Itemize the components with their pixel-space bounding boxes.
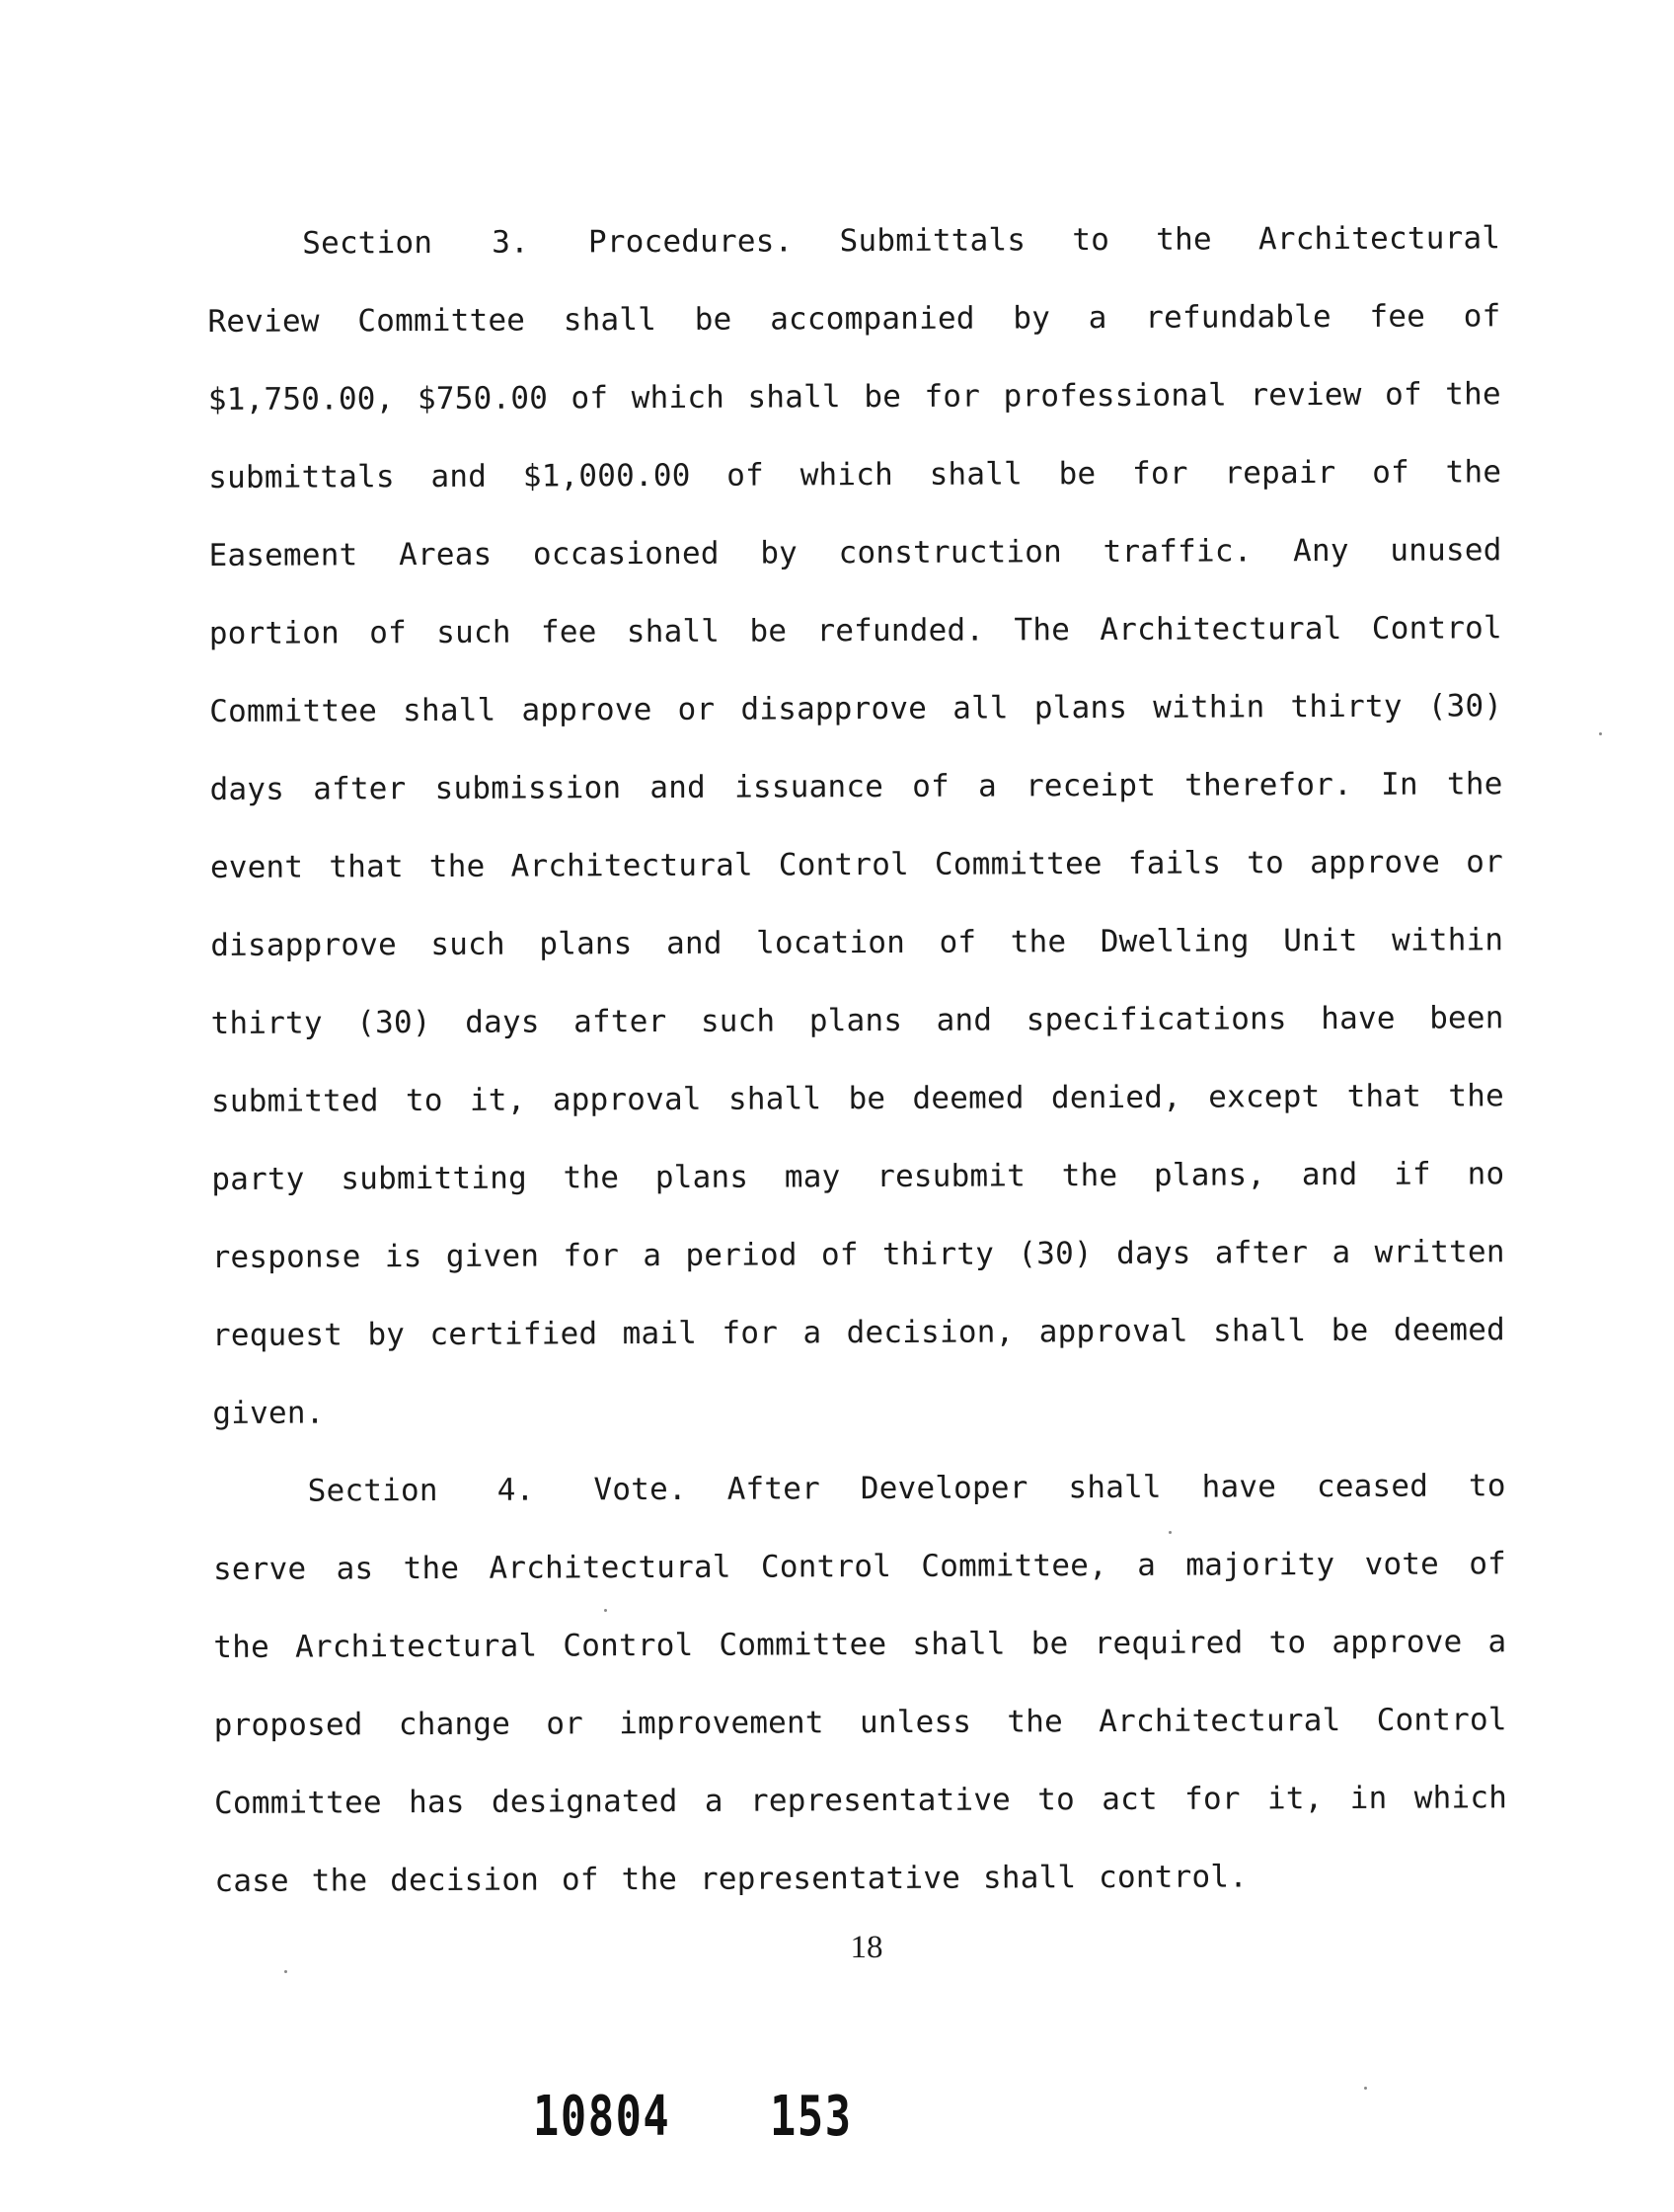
section-4-heading: Vote. <box>593 1471 687 1508</box>
page-number: 18 <box>850 1930 883 1965</box>
document-body <box>207 199 1508 1921</box>
section-3-heading: Procedures. <box>587 223 794 261</box>
scan-speck <box>1169 1531 1172 1534</box>
scan-speck <box>1364 2087 1367 2090</box>
section-4-paragraph <box>213 1447 1508 1921</box>
scan-speck <box>284 1970 287 1973</box>
section-3-paragraph <box>207 199 1506 1453</box>
scan-speck <box>604 1609 607 1612</box>
scan-speck <box>1599 732 1602 735</box>
recording-stamp-book: 10804 <box>533 2085 671 2149</box>
section-4-label: Section 4. Vote. <box>307 1471 687 1509</box>
section-3-label: Section 3. Procedures. <box>302 223 794 262</box>
section-3-body: Submittals to the Architectural Review Committee shall be accompanied by a refundable fee of $1,750.00, $750.00 of which shall be for professional review of the submittals and $1,000.00 of which shall be for repair of the Easement Areas occasioned by construction traffic. Any unused portion of such fee shall be refunded. The Architectural Control Committee shall approve or disapprove all plans within thirty (30) days after submission and issuance of a receipt therefor. In the event that the Architectural Control Committee fails to approve or disapprove such plans and location of the Dwelling Unit within thirty (30) days after such plans and specifications have been submitted to it, approval shall be deemed denied, except that the party submitting the plans may resubmit the plans, and if no response is given for a period of thirty (30) days after a written request by certified mail for a decision, approval shall be deemed given. <box>207 220 1506 1431</box>
recording-stamp-page: 153 <box>770 2085 853 2149</box>
section-4-body: After Developer shall have ceased to serve as the Architectural Control Committee, a majority vote of the Architectural Control Committee shall be required to approve a proposed change or improvement unless the Architectural Control Committee has designated a representative to act for it, in which case the decision of the representative shall control. <box>212 1468 1508 1899</box>
